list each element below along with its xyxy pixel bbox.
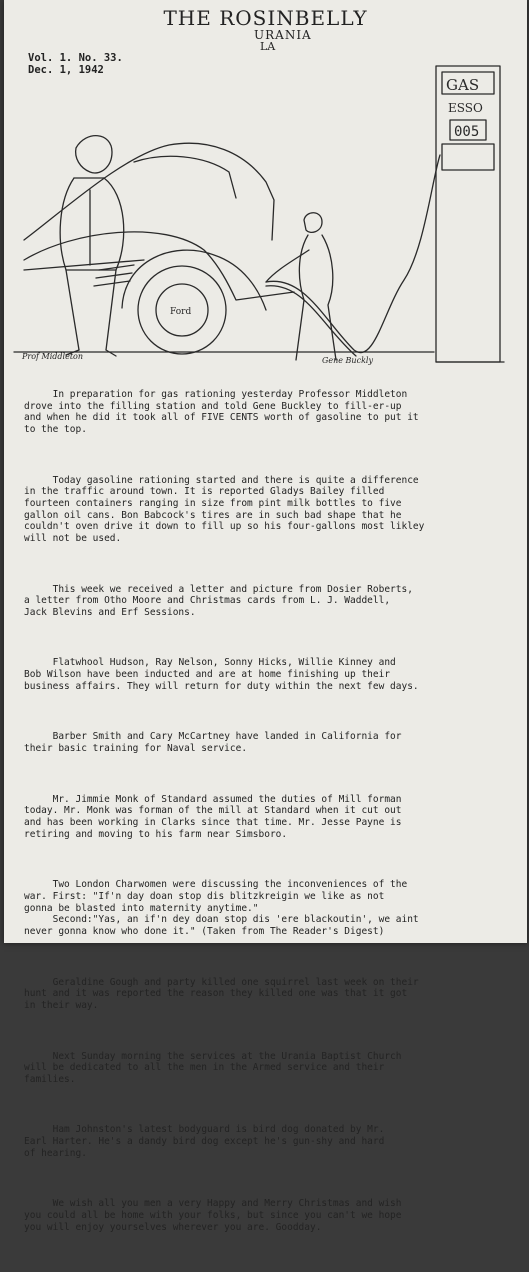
article-body <box>24 366 514 1272</box>
article-paragraph: Today gasoline rationing started and there is quite a difference in the traffic around town. It is reported Gladys Bailey filled fourteen containers ranging in size from pint milk bottles to five gallon oil cans. Bon Babcock's tires are in such bad shape that he couldn't oven drive it down to fill up so his four-gallons most likley will not be used. <box>24 474 425 544</box>
pump-sign-brand: ESSO <box>448 101 483 115</box>
masthead-title: THE ROSINBELLY <box>163 6 368 30</box>
pump-price-display: 005 <box>454 124 480 140</box>
article-paragraph: We wish all you men a very Happy and Merry Christmas and wish you could all be home with your folks, but since you can't we hope you will enjoy yourselves wherever you are. Goodday. <box>24 1198 402 1233</box>
article-paragraph: Barber Smith and Cary McCartney have landed in California for their basic training for Naval service. <box>24 731 402 755</box>
newsletter-page <box>4 0 527 1233</box>
article-paragraph: In preparation for gas rationing yesterday Professor Middleton drove into the filling station and told Gene Buckley to fill-er-up and when he did it took all of FIVE CENTS worth of gasoline to put it to the top. <box>24 389 419 435</box>
gas-station-illustration <box>4 60 527 365</box>
masthead-place-state: LA <box>260 40 276 53</box>
issue-date: Dec. 1, 1942 <box>28 64 104 76</box>
pump-sign-gas: GAS <box>446 76 480 94</box>
article-paragraph: Ham Johnston's latest bodyguard is bird dog donated by Mr. Earl Harter. He's a dandy bird dog except he's gun-shy and hard of hearing. <box>24 1124 385 1159</box>
article-paragraph: Geraldine Gough and party killed one squirrel last week on their hunt and it was reported the reason they killed one was that it got in their way. <box>24 976 419 1011</box>
masthead-place-town: URANIA <box>254 28 312 42</box>
issue-volume: Vol. 1. No. 33. <box>28 52 123 64</box>
article-paragraph: Next Sunday morning the services at the Urania Baptist Church will be dedicated to all the men in the Armed service and their families. <box>24 1050 402 1085</box>
article-paragraph: This week we received a letter and picture from Dosier Roberts, a letter from Otho Moore and Christmas cards from L. J. Waddell, Jack Blevins and Erf Sessions. <box>24 583 413 618</box>
article-paragraph: Two London Charwomen were discussing the inconveniences of the war. First: "If'n day doan stop dis blitzkreigin we like as not gonna be blasted into maternity anytime." Second:"Yas, an if'n dey doan stop dis 'ere blackoutin', we aint never gonna know who done it." (Taken from The Reader's Digest) <box>24 879 419 937</box>
caption-gene-buckly: Gene Buckly <box>322 356 373 365</box>
svg-text:Ford: Ford <box>170 307 192 317</box>
article-paragraph: Flatwhool Hudson, Ray Nelson, Sonny Hicks, Willie Kinney and Bob Wilson have been inducted and are at home finishing up their business affairs. They will return for duty within the next few days. <box>24 657 419 692</box>
article-paragraph: Mr. Jimmie Monk of Standard assumed the duties of Mill forman today. Mr. Monk was forman of the mill at Standard when it cut out and has been working in Clarks since that time. Mr. Jesse Payne is retiring and moving to his farm near Simsboro. <box>24 793 402 840</box>
caption-prof-middleton: Prof Middleton <box>22 352 83 361</box>
